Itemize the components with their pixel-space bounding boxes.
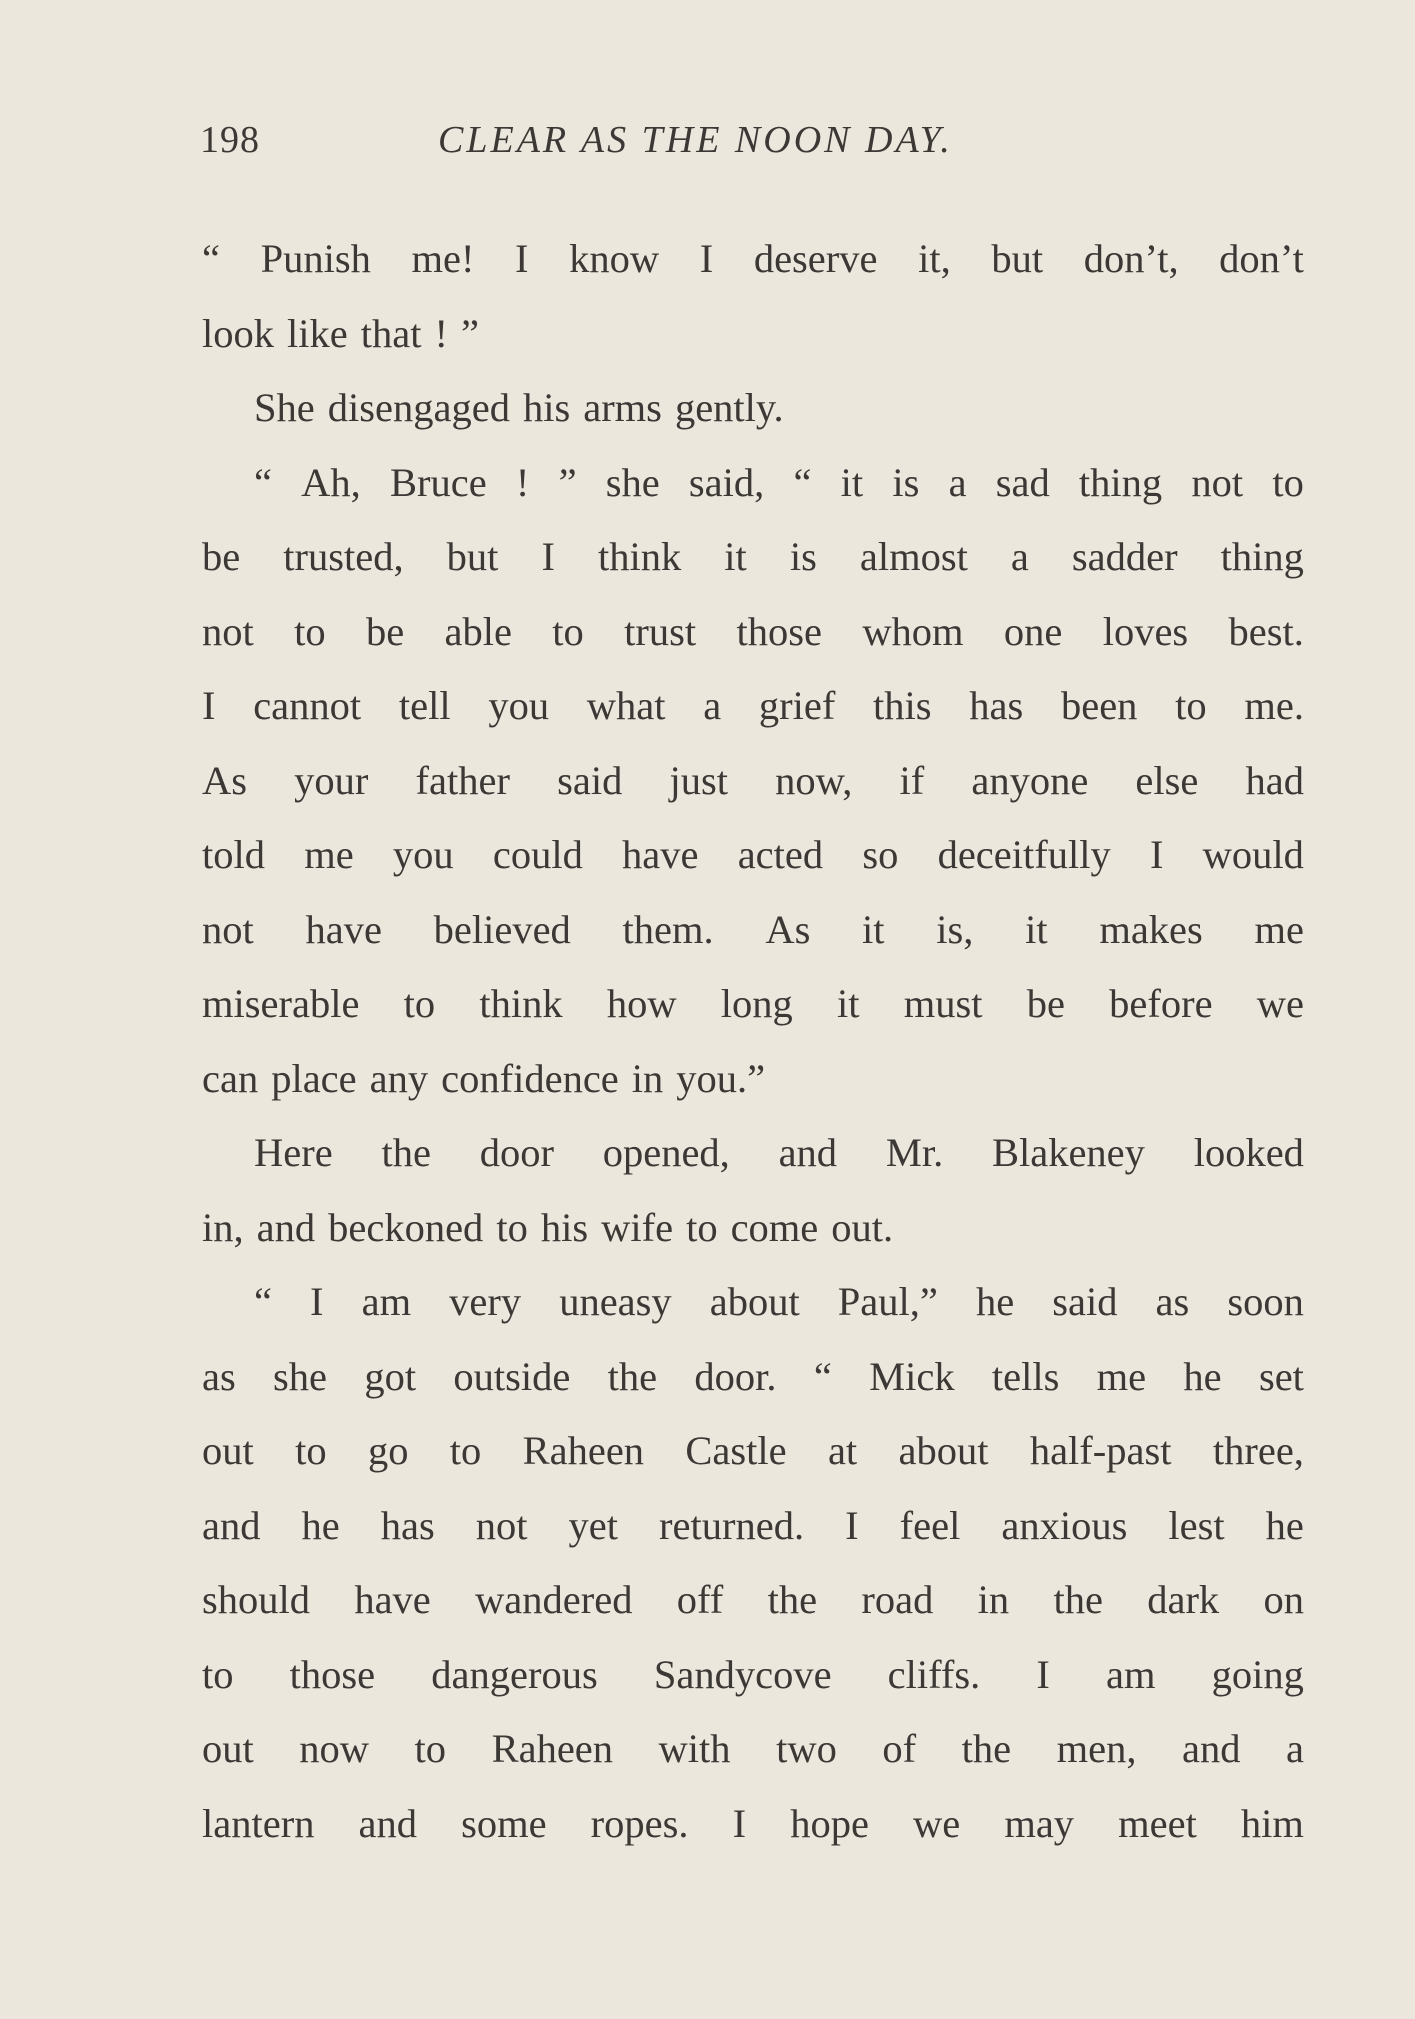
word: hope (790, 1800, 869, 1846)
word: those (736, 608, 822, 654)
word: to (449, 1428, 482, 1473)
word: wife (601, 1204, 674, 1250)
word: those (289, 1651, 376, 1697)
word: she (605, 459, 660, 505)
word: is, (936, 906, 974, 952)
word: can (202, 1055, 259, 1101)
word: on (1263, 1577, 1304, 1622)
word: whom (862, 608, 964, 654)
word: I (310, 1279, 324, 1324)
word: has (380, 1502, 435, 1548)
text-line (202, 1638, 1304, 1713)
text-line (202, 595, 1304, 670)
word: Here (254, 1130, 333, 1175)
word: going (1211, 1651, 1304, 1697)
word: place (271, 1055, 357, 1101)
word: said (557, 757, 623, 803)
word: just (669, 757, 728, 803)
word: the (961, 1726, 1012, 1771)
word: door. (694, 1353, 777, 1399)
text-line (202, 1414, 1304, 1489)
word: cliffs. (887, 1651, 981, 1697)
word: one (1003, 608, 1063, 654)
word: Ah, (301, 459, 361, 505)
word: that (360, 310, 422, 356)
word: to (295, 1428, 327, 1473)
word: think (479, 981, 563, 1026)
word: what (586, 683, 666, 728)
word: a (948, 459, 967, 505)
word: ” (460, 310, 479, 356)
word: ! (515, 459, 530, 505)
word: Sandycove (653, 1651, 832, 1697)
word: it (1025, 906, 1048, 952)
word: but (991, 236, 1044, 281)
word: I (541, 534, 555, 579)
word: to (496, 1204, 528, 1250)
text-line (202, 818, 1304, 893)
word: he (301, 1502, 340, 1548)
word: Punish (260, 236, 371, 281)
word: to (552, 608, 584, 654)
word: may (1004, 1800, 1075, 1846)
word: we (913, 1800, 961, 1846)
text-line (202, 1489, 1304, 1564)
text-line (202, 222, 1304, 297)
word: yet (568, 1502, 619, 1548)
word: in (631, 1055, 664, 1101)
word: loves (1102, 608, 1189, 654)
word: about (898, 1428, 989, 1473)
word: Paul,” (837, 1279, 938, 1324)
word: like (287, 310, 348, 356)
word: have (305, 906, 382, 952)
word: now, (775, 757, 853, 803)
word: anxious (1001, 1502, 1128, 1548)
word: has (969, 683, 1024, 728)
word: sad (995, 459, 1050, 505)
word: any (369, 1055, 429, 1101)
word: to (294, 608, 326, 654)
word: a (1010, 534, 1029, 579)
word: and (778, 1130, 838, 1175)
word: and (202, 1502, 261, 1548)
word: thing (1220, 534, 1304, 579)
word: acted (737, 832, 824, 877)
word: the (1053, 1577, 1103, 1622)
text-line (202, 297, 1304, 372)
word: out (202, 1428, 254, 1473)
word: so (862, 832, 899, 877)
text-line (202, 967, 1304, 1042)
word: and (256, 1204, 316, 1250)
word: cannot (253, 683, 362, 728)
word: beckoned (328, 1204, 484, 1250)
word: now (299, 1726, 370, 1771)
word: “ (813, 1353, 832, 1399)
word: me (1254, 906, 1304, 952)
word: not (202, 608, 254, 654)
word: I (515, 236, 529, 281)
word: out. (831, 1204, 894, 1250)
word: soon (1227, 1279, 1304, 1324)
word: his (540, 1204, 589, 1250)
word: “ (793, 459, 812, 505)
word: as (202, 1353, 236, 1399)
word: opened, (602, 1130, 730, 1175)
word: this (873, 683, 932, 728)
word: returned. (659, 1502, 805, 1548)
body-text (202, 222, 1304, 1861)
word: looked (1193, 1130, 1304, 1175)
word: him (1240, 1800, 1304, 1846)
word: Raheen (522, 1428, 645, 1473)
word: have (354, 1577, 431, 1622)
word: to (202, 1651, 234, 1697)
word: said (1052, 1279, 1118, 1324)
word: to (414, 1726, 447, 1771)
word: some (461, 1800, 547, 1846)
text-line (202, 1712, 1304, 1787)
word: Bruce (389, 459, 487, 505)
word: ” (558, 459, 577, 505)
word: a (1285, 1726, 1304, 1771)
word: deserve (753, 236, 878, 281)
word: must (903, 981, 983, 1026)
text-line (202, 669, 1304, 744)
word: anyone (971, 757, 1089, 803)
word: look (202, 310, 275, 356)
word: able (444, 608, 512, 654)
word: at (827, 1428, 858, 1473)
text-line (202, 1191, 1304, 1266)
word: his (522, 385, 571, 430)
word: Mick (869, 1353, 955, 1399)
word: am (1106, 1651, 1156, 1697)
word: Castle (685, 1428, 787, 1473)
word: outside (453, 1353, 571, 1399)
word: half-past (1029, 1428, 1172, 1473)
word: been (1060, 683, 1138, 728)
text-line (202, 1042, 1304, 1117)
text-line (202, 744, 1304, 819)
text-line (202, 1265, 1304, 1340)
word: three, (1212, 1428, 1304, 1473)
word: to (403, 981, 436, 1026)
word: “ (254, 459, 272, 505)
word: be (365, 608, 405, 654)
word: you (488, 683, 550, 728)
word: of (882, 1726, 917, 1771)
word: long (720, 981, 793, 1026)
word: ! (434, 310, 448, 356)
word: with (658, 1726, 731, 1771)
word: I (845, 1502, 859, 1548)
word: best. (1228, 608, 1304, 654)
word: grief (758, 683, 836, 728)
text-line (202, 1340, 1304, 1415)
word: believed (433, 906, 571, 952)
word: the (767, 1577, 818, 1622)
text-line (202, 893, 1304, 968)
word: to (1175, 683, 1207, 728)
word: set (1258, 1353, 1304, 1399)
word: “ (202, 236, 220, 281)
word: uneasy (559, 1279, 672, 1324)
word: I (1036, 1651, 1050, 1697)
word: in, (202, 1204, 244, 1250)
word: lest (1168, 1502, 1225, 1548)
word: meet (1118, 1800, 1197, 1846)
word: he (1265, 1502, 1304, 1548)
word: feel (899, 1502, 961, 1548)
word: think (597, 534, 682, 579)
word: trusted, (283, 534, 404, 579)
word: have (622, 832, 699, 877)
word: father (415, 757, 510, 803)
word: to (1272, 459, 1304, 505)
word: almost (859, 534, 968, 579)
word: it (724, 534, 747, 579)
word: makes (1099, 906, 1203, 952)
word: told (202, 832, 266, 877)
word: me (304, 832, 354, 877)
word: could (492, 832, 583, 877)
word: am (361, 1279, 412, 1324)
word: road (861, 1577, 934, 1622)
word: sadder (1071, 534, 1178, 579)
word: he (975, 1279, 1015, 1324)
word: miserable (202, 981, 360, 1026)
word: confidence (441, 1055, 619, 1101)
word: it (837, 981, 860, 1026)
word: and (1181, 1726, 1241, 1771)
running-head (200, 118, 1300, 178)
word: we (1256, 981, 1304, 1026)
word: disengaged (327, 385, 510, 430)
word: before (1109, 981, 1213, 1026)
running-title: CLEAR AS THE NOON DAY. (438, 119, 953, 161)
word: gently. (674, 385, 784, 430)
word: Raheen (491, 1726, 614, 1771)
word: I (699, 236, 714, 281)
word: dangerous (431, 1651, 598, 1697)
text-line (202, 1787, 1304, 1862)
word: not (475, 1502, 528, 1548)
text-line (202, 371, 1304, 446)
word: Mr. (885, 1130, 944, 1175)
word: men, (1056, 1726, 1137, 1771)
word: me (1096, 1353, 1147, 1399)
word: she (273, 1353, 328, 1399)
word: is (789, 534, 817, 579)
word: as (1155, 1279, 1190, 1324)
word: me. (1244, 683, 1304, 728)
word: the (607, 1353, 658, 1399)
word: not (1191, 459, 1244, 505)
word: me! (411, 236, 475, 281)
word: it (862, 906, 885, 952)
word: is (892, 459, 920, 505)
word: don’t (1219, 236, 1304, 281)
word: I (202, 683, 216, 728)
word: he (1183, 1353, 1222, 1399)
word: come (730, 1204, 819, 1250)
word: I (1149, 832, 1164, 877)
text-line (202, 1563, 1304, 1638)
word: out (202, 1726, 254, 1771)
word: “ (254, 1279, 272, 1324)
word: wandered (475, 1577, 633, 1622)
word: it (840, 459, 864, 505)
word: to (686, 1204, 718, 1250)
word: ropes. (590, 1800, 689, 1846)
word: would (1202, 832, 1304, 877)
word: don’t, (1083, 236, 1179, 281)
word: a (703, 683, 722, 728)
word: you.” (676, 1055, 766, 1101)
word: lantern (202, 1800, 315, 1846)
word: tell (398, 683, 451, 728)
word: else (1135, 757, 1199, 803)
word: go (367, 1428, 409, 1473)
word: I (732, 1800, 747, 1846)
page-number: 198 (200, 119, 260, 161)
word: you (392, 832, 454, 877)
text-line (202, 446, 1304, 521)
word: know (569, 236, 660, 281)
word: not (202, 906, 254, 952)
word: very (449, 1279, 522, 1324)
word: the (381, 1130, 431, 1175)
word: got (364, 1353, 417, 1399)
word: trust (624, 608, 697, 654)
word: about (709, 1279, 800, 1324)
word: but (446, 534, 499, 579)
word: if (899, 757, 925, 803)
word: how (606, 981, 677, 1026)
word: had (1245, 757, 1304, 803)
word: As (765, 906, 811, 952)
word: your (294, 757, 369, 803)
word: She (254, 385, 315, 430)
text-line (202, 520, 1304, 595)
word: should (202, 1577, 311, 1622)
word: and (358, 1800, 418, 1846)
word: thing (1078, 459, 1163, 505)
word: be (202, 534, 241, 579)
word: be (1026, 981, 1065, 1026)
word: tells (991, 1353, 1060, 1399)
word: dark (1147, 1577, 1220, 1622)
word: it, (918, 236, 951, 281)
word: Blakeney (991, 1130, 1145, 1175)
word: deceitfully (937, 832, 1111, 877)
word: As (202, 757, 248, 803)
word: said, (688, 459, 765, 505)
word: arms (583, 385, 662, 430)
word: in (977, 1577, 1010, 1622)
word: off (676, 1577, 724, 1622)
word: them. (622, 906, 714, 952)
text-line (202, 1116, 1304, 1191)
word: door (479, 1130, 554, 1175)
word: two (776, 1726, 837, 1771)
